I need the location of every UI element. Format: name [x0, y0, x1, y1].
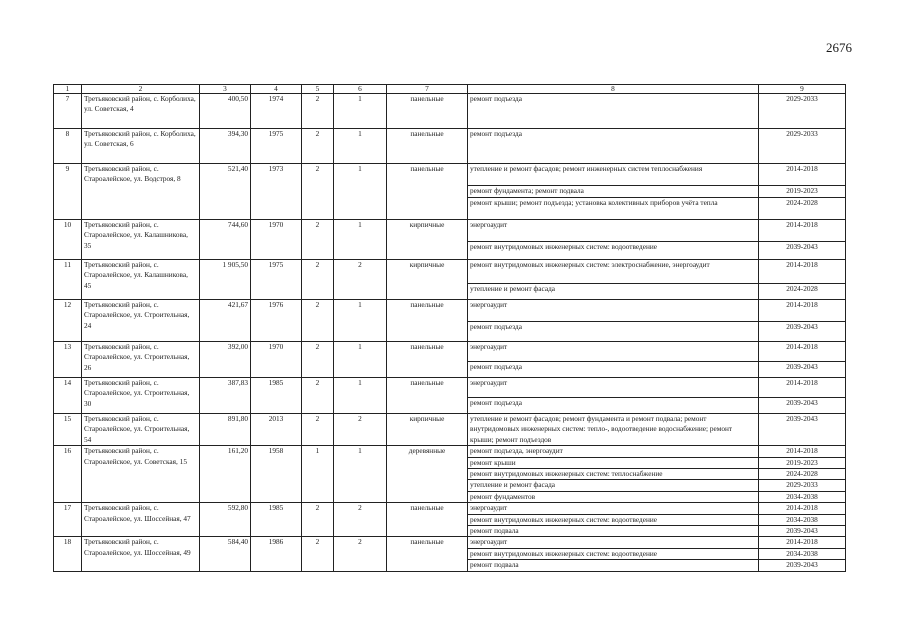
repair-period: 2029-2033 — [759, 480, 846, 491]
wall-material: панельные — [387, 378, 468, 414]
building-year: 1970 — [251, 342, 302, 378]
table-row — [54, 414, 846, 446]
repair-work: ремонт крыши; ремонт подъезда; установка колективных приборов учёта тепла — [468, 198, 759, 220]
repair-period: 2039-2043 — [759, 560, 846, 571]
header-col-1: 1 — [54, 85, 82, 94]
building-year: 1958 — [251, 446, 302, 503]
building-floors: 2 — [302, 94, 334, 129]
building-area: 592,80 — [200, 503, 251, 537]
building-number: 18 — [54, 537, 82, 571]
building-entrances: 2 — [334, 537, 387, 571]
wall-material: кирпичные — [387, 260, 468, 300]
table-row — [54, 503, 846, 514]
building-number: 8 — [54, 129, 82, 164]
repair-work: ремонт крыши — [468, 457, 759, 468]
repair-period: 2014-2018 — [759, 446, 846, 457]
table-row — [54, 342, 846, 362]
repair-work: утепление и ремонт фасадов; ремонт инженерных систем теплоснабжения — [468, 164, 759, 186]
building-address: Третьяковский район, с. Староалейское, ул. Водстроя, 8 — [82, 164, 200, 220]
building-entrances: 1 — [334, 129, 387, 164]
building-address: Третьяковский район, с. Староалейское, ул. Строительная, 26 — [82, 342, 200, 378]
building-number: 11 — [54, 260, 82, 300]
repair-period: 2019-2023 — [759, 457, 846, 468]
table-row — [54, 94, 846, 129]
building-year: 1973 — [251, 164, 302, 220]
building-number: 14 — [54, 378, 82, 414]
building-area: 1 905,50 — [200, 260, 251, 300]
building-address: Третьяковский район, с. Староалейское, ул. Советская, 15 — [82, 446, 200, 503]
repair-period: 2034-2038 — [759, 548, 846, 559]
wall-material: панельные — [387, 94, 468, 129]
table-row — [54, 446, 846, 457]
building-number: 17 — [54, 503, 82, 537]
repair-work: утепление и ремонт фасадов; ремонт фундамента и ремонт подвала; ремонт внутридомовых инженерных систем: тепло-, водоотведение водоснабжение; ремонт крыши; ремонт подъездов — [468, 414, 759, 446]
repair-period: 2039-2043 — [759, 398, 846, 414]
table-row — [54, 164, 846, 186]
repair-work: ремонт фундамента; ремонт подвала — [468, 186, 759, 198]
building-floors: 2 — [302, 342, 334, 378]
building-area: 584,40 — [200, 537, 251, 571]
building-number: 12 — [54, 300, 82, 342]
building-address: Третьяковский район, с. Корболиха, ул. Советская, 6 — [82, 129, 200, 164]
header-col-9: 9 — [759, 85, 846, 94]
repair-period: 2024-2028 — [759, 284, 846, 300]
repair-period: 2024-2028 — [759, 469, 846, 480]
building-area: 392,00 — [200, 342, 251, 378]
repair-period: 2039-2043 — [759, 242, 846, 260]
repair-period: 2039-2043 — [759, 414, 846, 446]
building-floors: 2 — [302, 378, 334, 414]
building-number: 13 — [54, 342, 82, 378]
building-address: Третьяковский район, с. Староалейское, ул. Калашникова, 35 — [82, 220, 200, 260]
repair-period: 2014-2018 — [759, 537, 846, 548]
page-number: 2676 — [826, 40, 852, 55]
table-row — [54, 300, 846, 322]
repair-period: 2034-2038 — [759, 514, 846, 525]
building-floors: 2 — [302, 220, 334, 260]
repair-work: ремонт внутридомовых инженерных систем: водоотведение — [468, 548, 759, 559]
repair-work: ремонт подъезда — [468, 94, 759, 129]
building-floors: 2 — [302, 300, 334, 342]
repair-period: 2014-2018 — [759, 503, 846, 514]
building-address: Третьяковский район, с. Корболиха, ул. Советская, 4 — [82, 94, 200, 129]
building-year: 1975 — [251, 260, 302, 300]
building-number: 9 — [54, 164, 82, 220]
wall-material: панельные — [387, 164, 468, 220]
building-entrances: 2 — [334, 414, 387, 446]
header-col-7: 7 — [387, 85, 468, 94]
wall-material: панельные — [387, 129, 468, 164]
building-number: 7 — [54, 94, 82, 129]
repair-work: энергоаудит — [468, 300, 759, 322]
table-row — [54, 260, 846, 284]
building-area: 421,67 — [200, 300, 251, 342]
building-area: 744,60 — [200, 220, 251, 260]
repair-period: 2039-2043 — [759, 526, 846, 537]
repair-work: энергоаудит — [468, 220, 759, 242]
building-year: 1985 — [251, 378, 302, 414]
repair-work: утепление и ремонт фасада — [468, 480, 759, 491]
repair-period: 2034-2038 — [759, 491, 846, 502]
repair-period: 2029-2033 — [759, 94, 846, 129]
building-entrances: 1 — [334, 300, 387, 342]
repair-work: утепление и ремонт фасада — [468, 284, 759, 300]
building-year: 1975 — [251, 129, 302, 164]
building-number: 15 — [54, 414, 82, 446]
building-year: 1970 — [251, 220, 302, 260]
header-col-6: 6 — [334, 85, 387, 94]
building-floors: 2 — [302, 164, 334, 220]
table-row — [54, 537, 846, 548]
building-address: Третьяковский район, с. Староалейское, ул. Калашникова, 45 — [82, 260, 200, 300]
building-entrances: 1 — [334, 94, 387, 129]
table-row — [54, 378, 846, 398]
building-address: Третьяковский район, с. Староалейское, ул. Строительная, 24 — [82, 300, 200, 342]
building-entrances: 1 — [334, 164, 387, 220]
repair-period: 2014-2018 — [759, 300, 846, 322]
building-entrances: 1 — [334, 342, 387, 378]
building-address: Третьяковский район, с. Староалейское, ул. Шоссейная, 49 — [82, 537, 200, 571]
building-year: 2013 — [251, 414, 302, 446]
building-entrances: 2 — [334, 503, 387, 537]
building-area: 161,20 — [200, 446, 251, 503]
repair-work: ремонт подъезда, энергоаудит — [468, 446, 759, 457]
repair-work: ремонт фундаментов — [468, 491, 759, 502]
wall-material: кирпичные — [387, 220, 468, 260]
wall-material: панельные — [387, 342, 468, 378]
building-floors: 2 — [302, 260, 334, 300]
building-year: 1986 — [251, 537, 302, 571]
repair-period: 2014-2018 — [759, 342, 846, 362]
building-number: 16 — [54, 446, 82, 503]
repair-period: 2024-2028 — [759, 198, 846, 220]
wall-material: панельные — [387, 537, 468, 571]
repair-work: энергоаудит — [468, 342, 759, 362]
repair-work: ремонт подъезда — [468, 129, 759, 164]
building-entrances: 1 — [334, 378, 387, 414]
repair-work: энергоаудит — [468, 378, 759, 398]
building-floors: 2 — [302, 129, 334, 164]
wall-material: деревянные — [387, 446, 468, 503]
building-area: 387,83 — [200, 378, 251, 414]
building-entrances: 1 — [334, 446, 387, 503]
repair-work: ремонт внутридомовых инженерных систем: водоотведение — [468, 514, 759, 525]
building-year: 1976 — [251, 300, 302, 342]
repair-period: 2029-2033 — [759, 129, 846, 164]
repair-work: ремонт внутридомовых инженерных систем: теплоснабжение — [468, 469, 759, 480]
building-address: Третьяковский район, с. Староалейское, ул. Строительная, 30 — [82, 378, 200, 414]
building-address: Третьяковский район, с. Староалейское, ул. Строительная, 54 — [82, 414, 200, 446]
building-floors: 2 — [302, 414, 334, 446]
repair-period: 2014-2018 — [759, 164, 846, 186]
building-area: 400,50 — [200, 94, 251, 129]
building-floors: 1 — [302, 446, 334, 503]
building-area: 394,30 — [200, 129, 251, 164]
header-col-2: 2 — [82, 85, 200, 94]
repair-period: 2039-2043 — [759, 322, 846, 342]
wall-material: кирпичные — [387, 414, 468, 446]
repair-period: 2014-2018 — [759, 220, 846, 242]
header-col-3: 3 — [200, 85, 251, 94]
repair-work: ремонт внутридомовых инженерных систем: водоотведение — [468, 242, 759, 260]
building-year: 1974 — [251, 94, 302, 129]
wall-material: панельные — [387, 503, 468, 537]
building-area: 521,40 — [200, 164, 251, 220]
building-area: 891,80 — [200, 414, 251, 446]
header-col-5: 5 — [302, 85, 334, 94]
repair-work: ремонт подъезда — [468, 322, 759, 342]
housing-repair-table — [53, 84, 846, 572]
building-entrances: 1 — [334, 220, 387, 260]
repair-work: ремонт подвала — [468, 526, 759, 537]
repair-work: ремонт подъезда — [468, 398, 759, 414]
repair-work: ремонт подвала — [468, 560, 759, 571]
building-entrances: 2 — [334, 260, 387, 300]
header-col-4: 4 — [251, 85, 302, 94]
repair-work: энергоаудит — [468, 537, 759, 548]
table-row — [54, 220, 846, 242]
repair-period: 2014-2018 — [759, 378, 846, 398]
building-address: Третьяковский район, с. Староалейское, ул. Шоссейная, 47 — [82, 503, 200, 537]
repair-period: 2019-2023 — [759, 186, 846, 198]
table-row — [54, 129, 846, 164]
repair-period: 2039-2043 — [759, 362, 846, 378]
building-year: 1985 — [251, 503, 302, 537]
table-header-row — [54, 85, 846, 94]
wall-material: панельные — [387, 300, 468, 342]
header-col-8: 8 — [468, 85, 759, 94]
repair-work: энергоаудит — [468, 503, 759, 514]
building-number: 10 — [54, 220, 82, 260]
repair-work: ремонт подъезда — [468, 362, 759, 378]
repair-work: ремонт внутридомовых инженерных систем: электроснабжение, энергоаудит — [468, 260, 759, 284]
repair-period: 2014-2018 — [759, 260, 846, 284]
building-floors: 2 — [302, 503, 334, 537]
building-floors: 2 — [302, 537, 334, 571]
